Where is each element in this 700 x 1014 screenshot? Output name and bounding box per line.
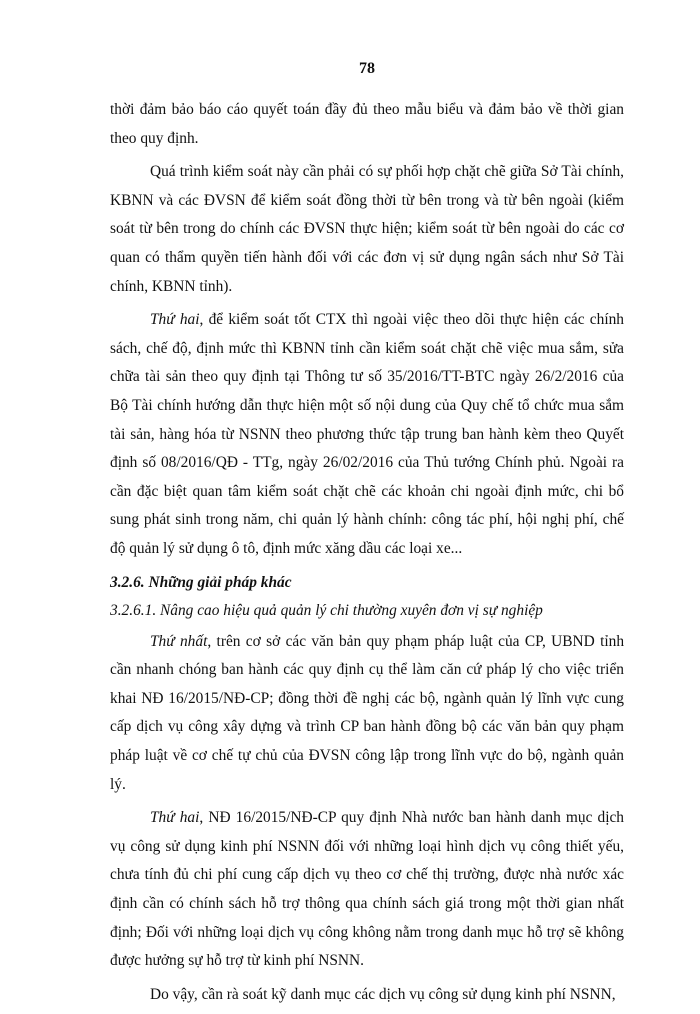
paragraph-lead: Thứ hai [150,311,200,329]
paragraph-conclusion: Do vậy, cần rà soát kỹ danh mục các dịch vụ công sử dụng kinh phí NSNN, [150,985,616,1003]
document-page [110,58,624,1014]
paragraph-lead: Thứ nhất [150,632,208,650]
paragraph-body: , NĐ 16/2015/NĐ-CP quy định Nhà nước ban hành danh mục dịch vụ công sử dụng kinh phí NSNN đối với những loại hình dịch vụ công thiết yếu, chưa tính đủ chi phí cung cấp dịch vụ theo cơ chế thị trường, được nhà nước xác định cần có chính sách hỗ trợ thông qua chính sách giá trong một thời gian nhất định; Đối với những loại dịch vụ công không nằm trong danh mục hỗ trợ sẽ không được hưởng sự hỗ trợ từ kinh phí NSNN. [110,809,624,970]
paragraph-body: , trên cơ sở các văn bản quy phạm pháp luật của CP, UBND tỉnh cần nhanh chóng ban hành các quy định cụ thể làm căn cứ pháp lý cho việc triển khai NĐ 16/2015/NĐ-CP; đồng thời đề nghị các bộ, ngành quản lý lĩnh vực cung cấp dịch vụ công xây dựng và trình CP ban hành đồng bộ các văn bản quy phạm pháp luật về cơ chế tự chủ của ĐVSN công lập trong lĩnh vực do bộ, ngành quản lý. [110,632,625,793]
paragraph-first-solution [110,628,624,800]
page-number: 78 [359,60,375,77]
paragraph-body: , để kiểm soát tốt CTX thì ngoài việc theo dõi thực hiện các chính sách, chế độ, định mức thì KBNN tỉnh cần kiểm soát chặt chẽ việc mua sắm, sửa chữa tài sản theo quy định tại Thông tư số 35/2016/TT-BTC ngày 26/2/2016 của Bộ Tài chính hướng dẫn thực hiện một số nội dung của Quy chế tổ chức mua sắm tài sản, hàng hóa từ NSNN theo phương thức tập trung ban hành kèm theo Quyết định số 08/2016/QĐ - TTg, ngày 26/02/2016 của Thủ tướng Chính phủ. Ngoài ra cần đặc biệt quan tâm kiểm soát chặt chẽ các khoản chi ngoài định mức, chi bổ sung phát sinh trong năm, chi quản lý hành chính: công tác phí, hội nghị phí, chế độ quản lý sử dụng ô tô, định mức xăng dầu các loại xe... [110,311,624,557]
paragraph-continuation: thời đảm bảo báo cáo quyết toán đầy đủ theo mẫu biểu và đảm bảo về thời gian theo quy định. [110,101,624,147]
paragraph-coordination: Quá trình kiểm soát này cần phải có sự phối hợp chặt chẽ giữa Sở Tài chính, KBNN và các ĐVSN để kiểm soát đồng thời từ bên trong và từ bên ngoài (kiểm soát từ bên trong do chính các ĐVSN thực hiện; kiểm soát từ bên ngoài do các cơ quan có thẩm quyền tiến hành đối với các đơn vị sử dụng ngân sách như Sở Tài chính, KBNN tỉnh). [110,163,624,295]
section-heading-3-2-6: 3.2.6. Những giải pháp khác [110,573,292,591]
paragraph-second-point [110,306,624,563]
subsection-heading-3-2-6-1: 3.2.6.1. Nâng cao hiệu quả quản lý chi thường xuyên đơn vị sự nghiệp [110,602,543,620]
paragraph-lead: Thứ hai [150,809,200,827]
paragraph-second-solution [110,804,624,976]
